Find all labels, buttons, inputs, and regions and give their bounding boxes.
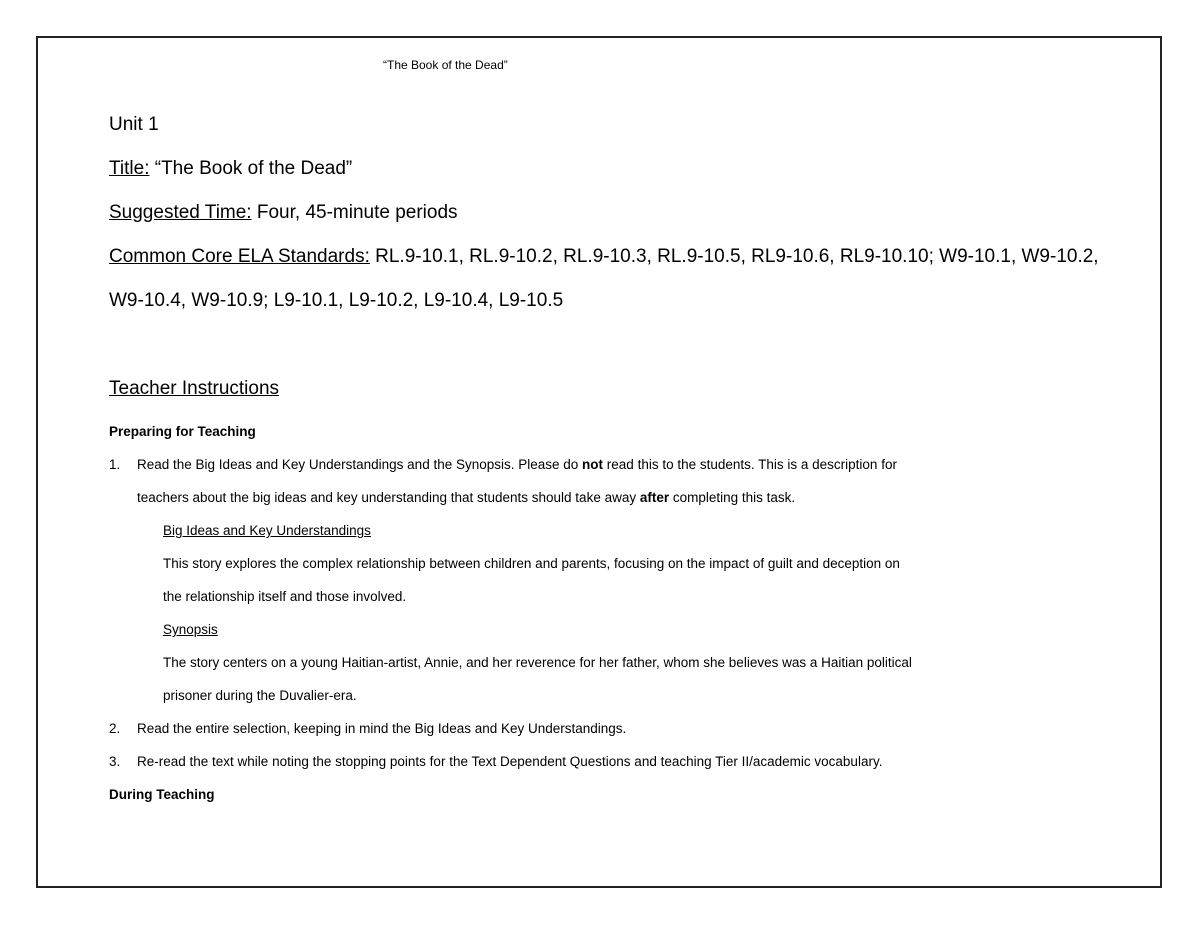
suggested-time-value: Four, 45-minute periods bbox=[251, 202, 458, 223]
step-2 bbox=[109, 721, 626, 736]
suggested-time-label: Suggested Time: bbox=[109, 202, 252, 223]
header-doc-title: “The Book of the Dead” bbox=[383, 58, 508, 72]
synopsis-line-2: prisoner during the Duvalier-era. bbox=[163, 688, 357, 703]
title-label: Title: bbox=[109, 158, 150, 179]
title-value: “The Book of the Dead” bbox=[149, 158, 353, 179]
standards-line bbox=[109, 235, 1099, 323]
step-1-number: 1. bbox=[109, 457, 121, 472]
big-ideas-line-1: This story explores the complex relationship between children and parents, focusing on the impact of guilt and deception on bbox=[163, 556, 900, 571]
step-1-bold-after: after bbox=[639, 490, 670, 505]
unit-label: Unit 1 bbox=[109, 114, 159, 135]
standards-value: RL.9-10.1, RL.9-10.2, RL.9-10.3, RL.9-10.5, RL9-10.6, RL9-10.10; W9-10.1, W9-10.2, W9-10.4, W9-10.9; L9-10.1, L9-10.2, L9-10.4, L9-10.5 bbox=[109, 246, 1099, 311]
step-2-number: 2. bbox=[109, 721, 121, 736]
suggested-time-line bbox=[109, 202, 458, 224]
step-1-bold-not: not bbox=[582, 457, 604, 472]
synopsis-line-1: The story centers on a young Haitian-artist, Annie, and her reverence for her father, whom she believes was a Haitian political bbox=[163, 655, 912, 670]
step-2-text: Read the entire selection, keeping in mind the Big Ideas and Key Understandings. bbox=[137, 721, 627, 736]
title-line bbox=[109, 158, 352, 180]
step-1-text-d: completing this task. bbox=[669, 490, 796, 505]
preparing-heading: Preparing for Teaching bbox=[109, 424, 256, 439]
step-3-text: Re-read the text while noting the stopping points for the Text Dependent Questions and teaching Tier II/academic vocabulary. bbox=[137, 754, 883, 769]
step-1-line-1 bbox=[109, 457, 897, 472]
standards-label: Common Core ELA Standards: bbox=[109, 246, 370, 267]
teacher-instructions-heading: Teacher Instructions bbox=[109, 378, 280, 399]
step-3-number: 3. bbox=[109, 754, 121, 769]
step-1-text-b: read this to the students. This is a description for bbox=[603, 457, 897, 472]
synopsis-heading: Synopsis bbox=[163, 622, 218, 637]
step-1-line-2 bbox=[137, 490, 795, 505]
step-1-text-a: Read the Big Ideas and Key Understandings and the Synopsis. Please do bbox=[137, 457, 583, 472]
step-1-text-c: teachers about the big ideas and key understanding that students should take away bbox=[137, 490, 640, 505]
big-ideas-heading: Big Ideas and Key Understandings bbox=[163, 523, 371, 538]
during-teaching-heading: During Teaching bbox=[109, 787, 215, 802]
step-3 bbox=[109, 754, 882, 769]
big-ideas-line-2: the relationship itself and those involved. bbox=[163, 589, 407, 604]
